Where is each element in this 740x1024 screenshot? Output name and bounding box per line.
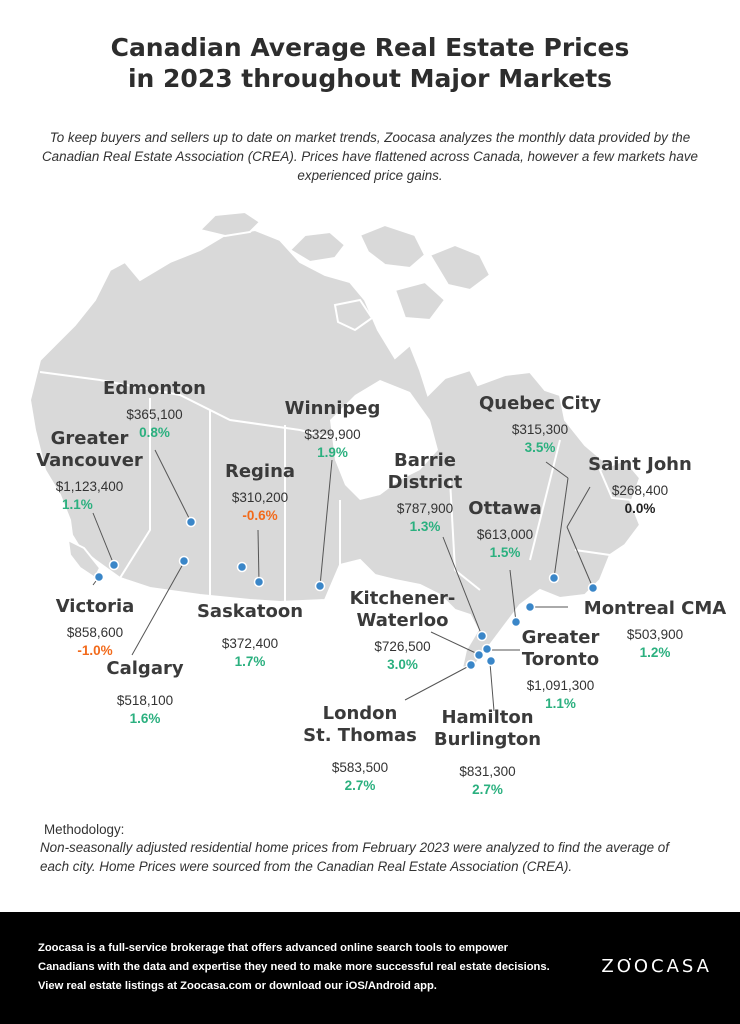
city-price: $268,400 bbox=[611, 483, 669, 498]
city-label-london bbox=[300, 703, 420, 795]
city-label-regina bbox=[200, 461, 320, 525]
city-change: 1.1% bbox=[62, 497, 93, 512]
footer-line-3: View real estate listings at Zoocasa.com or download our iOS/Android app. bbox=[38, 980, 437, 992]
city-name: Hamilton Burlington bbox=[433, 707, 542, 750]
marker-edmonton bbox=[187, 518, 196, 527]
city-label-saint-john bbox=[580, 454, 700, 518]
marker-ottawa bbox=[512, 618, 521, 627]
city-change: -1.0% bbox=[77, 643, 113, 658]
city-name: London St. Thomas bbox=[303, 703, 417, 746]
marker-toronto bbox=[483, 645, 492, 654]
footer bbox=[0, 912, 740, 1024]
marker-hamilton bbox=[487, 657, 496, 666]
city-price: $613,000 bbox=[476, 527, 534, 542]
city-change: 1.2% bbox=[639, 645, 671, 660]
city-label-saskatoon bbox=[190, 601, 310, 671]
city-price: $365,100 bbox=[126, 407, 183, 422]
zoocasa-logo[interactable]: ZO͘OCASA bbox=[601, 956, 712, 977]
city-change: 0.0% bbox=[624, 501, 656, 516]
city-name: Ottawa bbox=[468, 498, 542, 519]
marker-victoria bbox=[95, 573, 104, 582]
city-price: $518,100 bbox=[116, 693, 174, 708]
city-change: 1.6% bbox=[129, 711, 161, 726]
footer-line-2: Canadians with the data and expertise they need to make more successful real estate decisions. bbox=[38, 961, 550, 973]
city-price: $503,900 bbox=[626, 627, 684, 642]
city-change: 0.8% bbox=[139, 425, 170, 440]
marker-regina bbox=[255, 578, 264, 587]
marker-calgary bbox=[180, 557, 189, 566]
marker-kitchener bbox=[475, 651, 484, 660]
city-change: 3.5% bbox=[524, 440, 556, 455]
city-label-toronto bbox=[508, 627, 613, 713]
city-change: 2.7% bbox=[344, 778, 376, 793]
city-change: 1.5% bbox=[489, 545, 521, 560]
intro-text: To keep buyers and sellers up to date on market trends, Zoocasa analyzes the monthly data provided by the Canadian Real Estate Association (CREA). Prices have flattened across Canada, however a few markets have experienced price gains. bbox=[42, 130, 698, 183]
city-change: 1.7% bbox=[234, 654, 266, 669]
marker-quebec-city bbox=[550, 574, 559, 583]
city-name: Saint John bbox=[588, 454, 692, 475]
marker-saint-john bbox=[589, 584, 598, 593]
page-title-line2: in 2023 throughout Major Markets bbox=[127, 64, 613, 93]
methodology-title: Methodology: bbox=[44, 822, 125, 837]
marker-montreal bbox=[526, 603, 535, 612]
city-label-quebec-city bbox=[470, 393, 610, 457]
city-label-calgary bbox=[95, 658, 195, 728]
city-price: $831,300 bbox=[459, 764, 516, 779]
city-price: $583,500 bbox=[331, 760, 389, 775]
city-name: Greater Toronto bbox=[521, 627, 600, 670]
city-name: Regina bbox=[224, 461, 296, 482]
city-price: $372,400 bbox=[221, 636, 279, 651]
city-label-ottawa bbox=[455, 498, 555, 562]
marker-winnipeg bbox=[316, 582, 325, 591]
city-name: Edmonton bbox=[103, 378, 206, 399]
city-label-hamilton bbox=[430, 707, 545, 799]
city-name: Calgary bbox=[106, 658, 184, 679]
city-name: Barrie District bbox=[387, 450, 463, 493]
city-change: 1.3% bbox=[409, 519, 441, 534]
marker-london bbox=[467, 661, 476, 670]
methodology-body: Non-seasonally adjusted residential home prices from February 2023 were analyzed to find the average of each city. Home Prices were sourced from the Canadian Real Estate Association (CREA). bbox=[40, 840, 669, 874]
city-price: $1,091,300 bbox=[526, 678, 595, 693]
city-name: Winnipeg bbox=[284, 398, 381, 419]
footer-line-1: Zoocasa is a full-service brokerage that offers advanced online search tools to empower bbox=[38, 942, 509, 954]
city-change: -0.6% bbox=[242, 508, 278, 523]
city-change: 3.0% bbox=[387, 657, 418, 672]
city-price: $315,300 bbox=[511, 422, 569, 437]
city-name: Saskatoon bbox=[196, 601, 304, 622]
city-price: $858,600 bbox=[66, 625, 124, 640]
city-price: $1,123,400 bbox=[55, 479, 124, 494]
city-name: Greater Vancouver bbox=[36, 428, 143, 471]
city-name: Montreal CMA bbox=[583, 598, 727, 619]
city-change: 1.9% bbox=[317, 445, 348, 460]
city-name: Victoria bbox=[55, 596, 135, 617]
city-price: $726,500 bbox=[374, 639, 431, 654]
city-name: Quebec City bbox=[478, 393, 602, 414]
marker-barrie bbox=[478, 632, 487, 641]
city-label-kitchener bbox=[345, 588, 460, 674]
city-label-victoria bbox=[45, 596, 145, 660]
city-name: Kitchener- Waterloo bbox=[349, 588, 456, 631]
city-change: 1.1% bbox=[545, 696, 576, 711]
footer-text bbox=[38, 939, 598, 996]
marker-vancouver bbox=[110, 561, 119, 570]
city-price: $329,900 bbox=[304, 427, 361, 442]
city-price: $310,200 bbox=[231, 490, 289, 505]
city-price: $787,900 bbox=[396, 501, 454, 516]
page-title-line1: Canadian Average Real Estate Prices bbox=[110, 33, 630, 62]
city-label-greater-vancouver bbox=[22, 428, 157, 514]
city-change: 2.7% bbox=[472, 782, 503, 797]
marker-saskatoon bbox=[238, 563, 247, 572]
